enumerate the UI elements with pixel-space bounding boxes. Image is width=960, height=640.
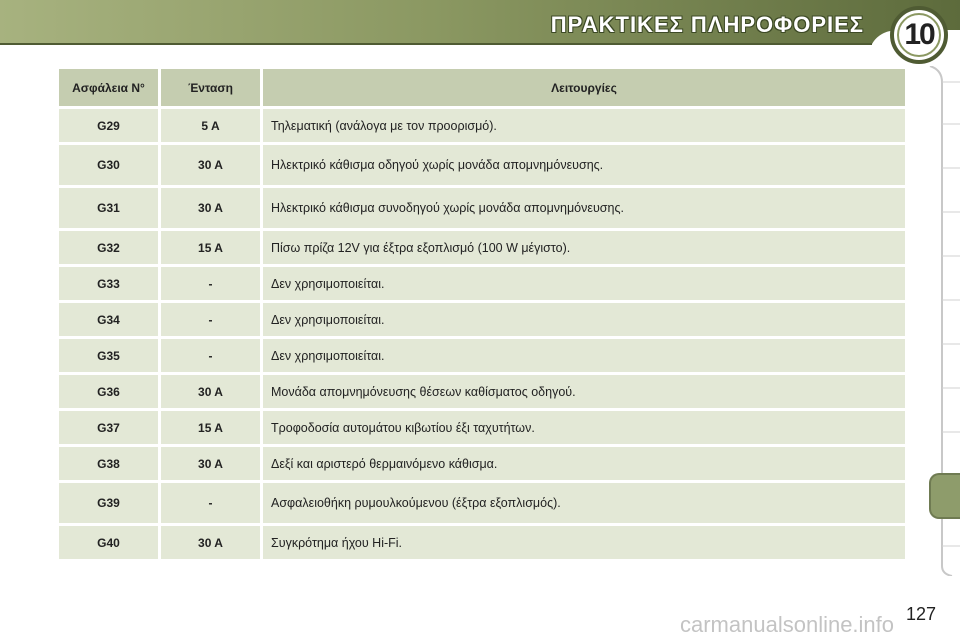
- chapter-header: [0, 0, 960, 56]
- fuse-function: Πίσω πρίζα 12V για έξτρα εξοπλισμό (100 W μέγιστο).: [263, 231, 905, 264]
- fuse-function: Ασφαλειοθήκη ρυμουλκούμενου (έξτρα εξοπλισμός).: [263, 483, 905, 523]
- fuse-function: Ηλεκτρικό κάθισμα συνοδηγού χωρίς μονάδα απομνημόνευσης.: [263, 188, 905, 228]
- fuse-code: G38: [59, 447, 158, 480]
- fuse-function: Δεν χρησιμοποιείται.: [263, 303, 905, 336]
- fuse-function: Μονάδα απομνημόνευσης θέσεων καθίσματος οδηγού.: [263, 375, 905, 408]
- table-row: [59, 267, 905, 300]
- fuse-code: G37: [59, 411, 158, 444]
- fuse-code: G40: [59, 526, 158, 559]
- table-row: [59, 188, 905, 228]
- table-row: [59, 339, 905, 372]
- table-row: [59, 231, 905, 264]
- table-row: [59, 411, 905, 444]
- table-header-row: [59, 69, 905, 106]
- table-row: [59, 526, 905, 559]
- fuse-code: G36: [59, 375, 158, 408]
- fuse-function: Τηλεματική (ανάλογα με τον προορισμό).: [263, 109, 905, 142]
- fuse-function: Συγκρότημα ήχου Hi-Fi.: [263, 526, 905, 559]
- fuse-amperage: 30 A: [161, 375, 260, 408]
- fuse-amperage: 15 A: [161, 411, 260, 444]
- fuse-code: G32: [59, 231, 158, 264]
- column-header-functions: Λειτουργίες: [263, 69, 905, 106]
- fuse-amperage: -: [161, 483, 260, 523]
- table-row: [59, 483, 905, 523]
- table-row: [59, 109, 905, 142]
- table-row: [59, 303, 905, 336]
- chapter-number-badge: 10: [904, 18, 934, 51]
- fuse-amperage: 30 A: [161, 447, 260, 480]
- fuse-amperage: -: [161, 267, 260, 300]
- chapter-tab-active[interactable]: [929, 473, 960, 519]
- fuse-amperage: -: [161, 339, 260, 372]
- chapter-title: ΠΡΑΚΤΙΚΕΣ ΠΛΗΡΟΦΟΡΙΕΣ: [550, 12, 864, 37]
- fuse-code: G30: [59, 145, 158, 185]
- fuse-function: Δεν χρησιμοποιείται.: [263, 339, 905, 372]
- fuse-amperage: 30 A: [161, 145, 260, 185]
- fuse-code: G34: [59, 303, 158, 336]
- fuse-code: G35: [59, 339, 158, 372]
- fuse-amperage: 30 A: [161, 188, 260, 228]
- fuse-function: Τροφοδοσία αυτομάτου κιβωτίου έξι ταχυτήτων.: [263, 411, 905, 444]
- fuse-table: [56, 66, 908, 562]
- fuse-code: G31: [59, 188, 158, 228]
- table-row: [59, 447, 905, 480]
- fuse-code: G33: [59, 267, 158, 300]
- fuse-function: Ηλεκτρικό κάθισμα οδηγού χωρίς μονάδα απομνημόνευσης.: [263, 145, 905, 185]
- table-row: [59, 375, 905, 408]
- table-row: [59, 145, 905, 185]
- watermark: carmanualsonline.info: [680, 612, 895, 637]
- fuse-amperage: 30 A: [161, 526, 260, 559]
- fuse-amperage: 5 A: [161, 109, 260, 142]
- column-header-amperage: Ένταση: [161, 69, 260, 106]
- fuse-code: G39: [59, 483, 158, 523]
- fuse-function: Δεξί και αριστερό θερμαινόμενο κάθισμα.: [263, 447, 905, 480]
- fuse-code: G29: [59, 109, 158, 142]
- fuse-amperage: 15 A: [161, 231, 260, 264]
- fuse-amperage: -: [161, 303, 260, 336]
- column-header-fuse: Ασφάλεια N°: [59, 69, 158, 106]
- fuse-function: Δεν χρησιμοποιείται.: [263, 267, 905, 300]
- page-number: 127: [906, 604, 937, 624]
